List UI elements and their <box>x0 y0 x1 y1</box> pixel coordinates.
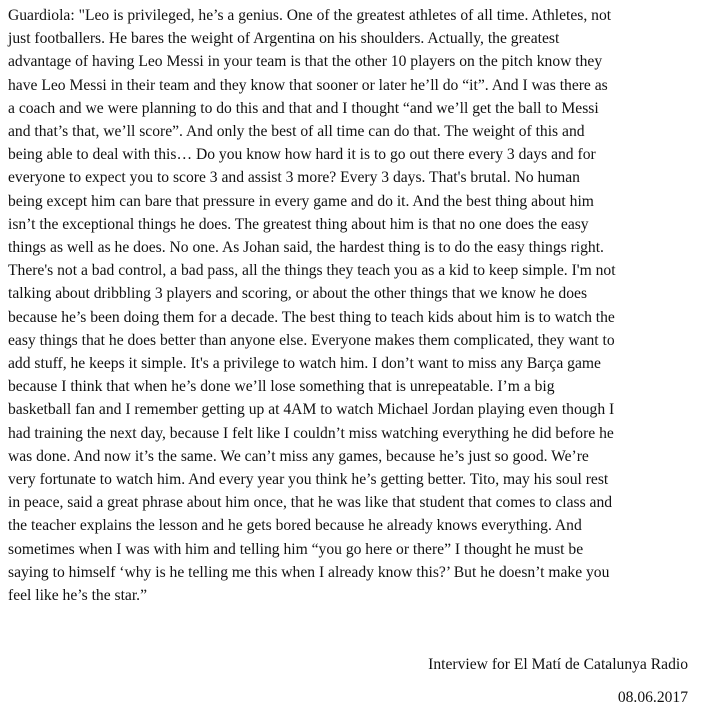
quote-line: a coach and we were planning to do this and that and I thought “and we’ll get the ball to Messi <box>8 99 599 117</box>
quote-line: add stuff, he keeps it simple. It's a privilege to watch him. I don’t want to miss any Barça game <box>8 355 601 373</box>
quote-line: being able to deal with this… Do you know how hard it is to go out there every 3 days and for <box>8 146 596 164</box>
quote-line: basketball fan and I remember getting up at 4AM to watch Michael Jordan playing even though I <box>8 401 615 419</box>
quote-line: isn’t the exceptional things he does. The greatest thing about him is that no one does the easy <box>8 215 589 233</box>
quote-line: advantage of having Leo Messi in your team is that the other 10 players on the pitch know they <box>8 53 603 71</box>
quote-line: because I think that when he’s done we’ll lose something that is unrepeatable. I’m a big <box>8 378 555 396</box>
document <box>8 4 698 607</box>
quote-line: saying to himself ‘why is he telling me this when I already know this?’ But he doesn’t make you <box>8 563 610 581</box>
quote-line: and that’s that, we’ll score”. And only the best of all time can do that. The weight of this and <box>8 123 585 141</box>
quote-line: just footballers. He bares the weight of Argentina on his shoulders. Actually, the greatest <box>8 30 560 48</box>
quote-line: everyone to expect you to score 3 and assist 3 more? Every 3 days. That's brutal. No human <box>8 169 580 187</box>
quote-line: very fortunate to watch him. And every year you think he’s getting better. Tito, may his soul rest <box>8 471 609 489</box>
quote-line: the teacher explains the lesson and he gets bored because he already knows everything. And <box>8 517 582 535</box>
quote-line: being except him can bare that pressure in every game and do it. And the best thing about him <box>8 192 594 210</box>
quote-line: There's not a bad control, a bad pass, all the things they teach you as a kid to keep simple. I'm not <box>8 262 616 280</box>
quote-line: sometimes when I was with him and telling him “you go here or there” I thought he must be <box>8 540 584 558</box>
quote-line: in peace, said a great phrase about him once, that he was like that student that comes to class and <box>8 494 613 512</box>
quote-line: have Leo Messi in their team and they know that sooner or later he’ll do “it”. And I was there as <box>8 76 608 94</box>
quote-line: talking about dribbling 3 players and scoring, or about the other things that we know he does <box>8 285 588 303</box>
quote-line: Guardiola: "Leo is privileged, he’s a genius. One of the greatest athletes of all time. Athletes, not <box>8 7 612 24</box>
interview-date: 08.06.2017 <box>617 689 688 706</box>
quote-line: because he’s been doing them for a decade. The best thing to teach kids about him is to watch the <box>8 308 615 326</box>
quote-paragraph <box>8 4 698 607</box>
quote-line: was done. And now it’s the same. We can’t miss any games, because he’s just so good. We’re <box>8 447 589 465</box>
quote-line: had training the next day, because I felt like I couldn’t miss watching everything he did before he <box>8 424 614 442</box>
quote-line: feel like he’s the star.” <box>8 587 147 605</box>
quote-line: easy things that he does better than anyone else. Everyone makes them complicated, they want to <box>8 331 615 349</box>
quote-line: things as well as he does. No one. As Johan said, the hardest thing is to do the easy things right. <box>8 239 604 257</box>
source-attribution: Interview for El Matí de Catalunya Radio <box>428 656 688 673</box>
